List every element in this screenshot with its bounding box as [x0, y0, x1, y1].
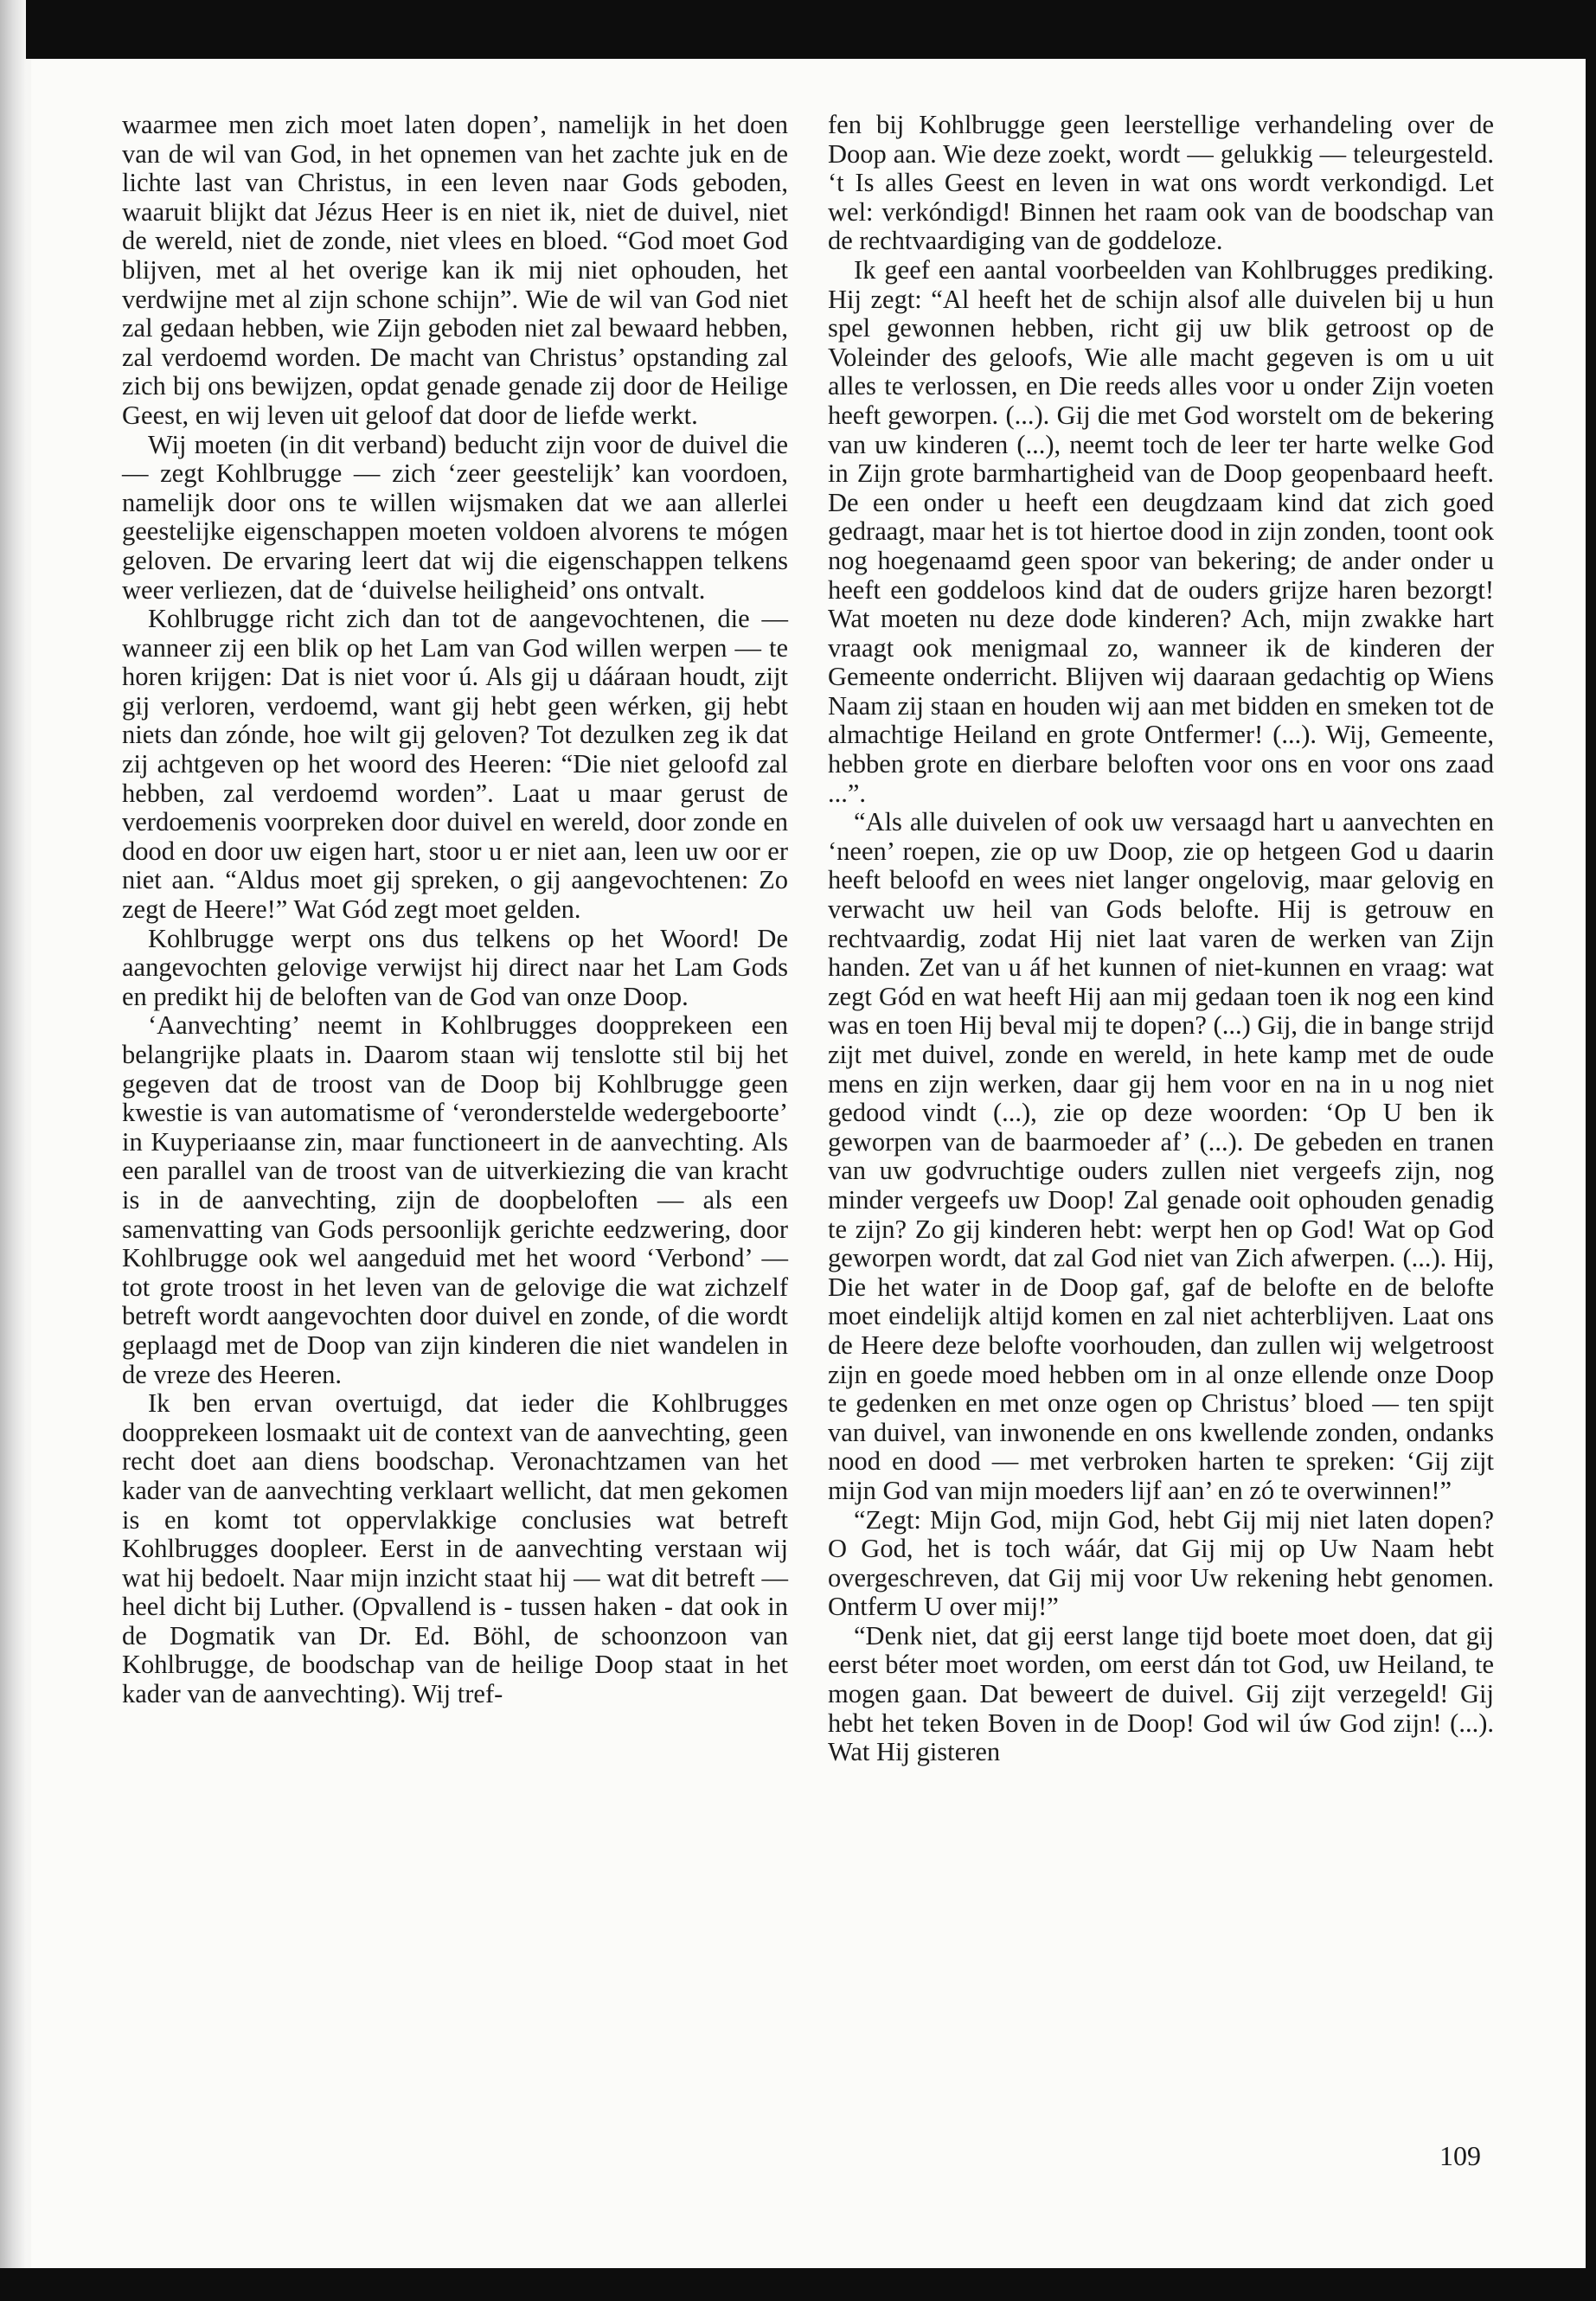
- paragraph: Ik ben ervan overtuigd, dat ieder die Kohlbrugges doopprekeen losmaakt uit de context van de aanvechting, geen recht doet aan diens boodschap. Veronachtzamen van het kader van de aanvechting verklaart wellicht, dat men gekomen is en komt tot oppervlakkige conclusies wat betreft Kohlbrugges doopleer. Eerst in de aanvechting verstaan wij wat hij bedoelt. Naar mijn inzicht staat hij — wat dit betreft — heel dicht bij Luther. (Opvallend is - tussen haken - dat ook in de Dogmatik van Dr. Ed. Böhl, de schoonzoon van Kohlbrugge, de boodschap van de heilige Doop staat in het kader van de aanvechting). Wij tref-: [122, 1388, 788, 1709]
- paragraph: “Zegt: Mijn God, mijn God, hebt Gij mij niet laten dopen? O God, het is toch wáár, dat Gij mij op Uw Naam hebt overgeschreven, dat Gij mij voor Uw rekening hebt genomen. Ontferm U over mij!”: [828, 1504, 1494, 1622]
- page-number: 109: [1439, 2140, 1481, 2171]
- paragraph: waarmee men zich moet laten dopen’, namelijk in het doen van de wil van God, in het opnemen van het zachte juk en de lichte last van Christus, in een leven naar Gods geboden, waaruit blijkt dat Jézus Heer is en niet ik, niet de duivel, niet de wereld, niet de zonde, niet vlees en bloed. “God moet God blijven, met al het overige kan ik mij niet ophouden, het verdwijne met al zijn schone schijn”. Wie de wil van God niet zal gedaan hebben, wie Zijn geboden niet zal bewaard hebben, zal verdoemd worden. De macht van Christus’ opstanding zal zich bij ons bewijzen, opdat genade genade zij door de Heilige Geest, en wij leven uit geloof dat door de liefde werkt.: [122, 110, 788, 430]
- right-text-column: [828, 111, 1494, 1767]
- paragraph: Ik geef een aantal voorbeelden van Kohlbrugges prediking. Hij zegt: “Al heeft het de schijn alsof alle duivelen bij u hun spel gewonnen hebben, richt gij uw blik getroost op de Voleinder des geloofs, Wie alle macht gegeven is om u uit alles te verlossen, en Die reeds alles voor u onder Zijn voeten heeft geworpen. (...). Gij die met God worstelt om de bekering van uw kinderen (...), neemt toch de leer ter harte welke God in Zijn grote barmhartigheid van de Doop geopenbaard heeft. De een onder u heeft een deugdzaam kind dat zich goed gedraagt, maar het is tot hiertoe dood in zijn zonden, toont ook nog hoegenaamd geen spoor van bekering; de ander onder u heeft een goddeloos kind dat de ouders grijze haren bezorgt! Wat moeten nu deze dode kinderen? Ach, mijn zwakke hart vraagt ook menigmaal zo, wanneer ik de kinderen der Gemeente onderricht. Blijven wij daaraan gedachtig op Wiens Naam zij staan en houden wij aan met bidden en smeken tot de almachtige Heiland en grote Ontfermer! (...). Wij, Gemeente, hebben grote en dierbare beloften voor ons en voor ons zaad ...”.: [828, 254, 1494, 808]
- book-page: [31, 59, 1586, 2268]
- scan-right-border: [1586, 0, 1596, 2301]
- paragraph: “Als alle duivelen of ook uw versaagd hart u aanvechten en ‘neen’ roepen, zie op uw Doop, zie op hetgeen God u daarin heeft beloofd en wees niet langer ongelovig, maar gelovig en verwacht uw heil van Gods belofte. Hij is getrouw en rechtvaardig, zodat Hij niet laat varen de werken van Zijn handen. Zet van u áf het kunnen of niet-kunnen en vraag: wat zegt Gód en wat heeft Hij aan mij gedaan toen ik nog een kind was en toen Hij beval mij te dopen? (...) Gij, die in bange strijd zijt met duivel, zonde en wereld, in hete kamp met de oude mens en zijn werken, daar gij hem voor en na in u nog niet gedood vindt (...), zie op deze woorden: ‘Op U ben ik geworpen van de baarmoeder af’ (...). De gebeden en tranen van uw godvruchtige ouders zullen niet vergeefs zijn, nog minder vergeefs uw Doop! Zal genade ooit ophouden genadig te zijn? Zo gij kinderen hebt: werpt hen op God! Wat op God geworpen wordt, dat zal God niet van Zich afwerpen. (...). Hij, Die het water in de Doop gaf, gaf de belofte en de belofte moet eindelijk altijd komen en zal niet achterblijven. Laat ons de Heere deze belofte voorhouden, dan zullen wij welgetroost zijn en goede moed hebben om in al onze ellende onze Doop te gedenken en met onze ogen op Christus’ bloed — ten spijt van duivel, van inwonende en ons kwellende zonden, ondanks nood en dood — met verbroken harten te spreken: ‘Gij zijt mijn God van mijn moeders lijf aan’ en zó te overwinnen!”: [828, 807, 1494, 1505]
- paragraph: Wij moeten (in dit verband) beducht zijn voor de duivel die — zegt Kohlbrugge — zich ‘zeer geestelijk’ kan voordoen, namelijk door ons te willen wijsmaken dat we aan allerlei geestelijke eigenschappen moeten voldoen alvorens te mógen geloven. De ervaring leert dat wij die eigenschappen telkens weer verliezen, dat de ‘duivelse heiligheid’ ons ontvalt.: [122, 429, 788, 605]
- left-text-column: [122, 111, 788, 1709]
- paragraph: “Denk niet, dat gij eerst lange tijd boete moet doen, dat gij eerst béter moet worden, om eerst dán tot God, uw Heiland, te mogen gaan. Dat beweert de duivel. Gij zijt verzegeld! Gij hebt het teken Boven in de Doop! God wil úw God zijn! (...). Wat Hij gisteren: [828, 1620, 1494, 1767]
- scan-top-border: [0, 0, 1596, 59]
- paragraph: ‘Aanvechting’ neemt in Kohlbrugges doopprekeen een belangrijke plaats in. Daarom staan wij tenslotte stil bij het gegeven dat de troost van de Doop bij Kohlbrugge geen kwestie is van automatisme of ‘veronderstelde wedergeboorte’ in Kuyperiaanse zin, maar functioneert in de aanvechting. Als een parallel van de troost van de uitverkiezing die van kracht is in de aanvechting, zijn de doopbeloften — als een samenvatting van Gods persoonlijk gerichte eedzwering, door Kohlbrugge ook wel aangeduid met het woord ‘Verbond’ — tot grote troost in het leven van de gelovige die wat zichzelf betreft wordt aangevochten door duivel en zonde, of die wordt geplaagd met de Doop van zijn kinderen die niet wandelen in de vreze des Heeren.: [122, 1010, 788, 1389]
- book-gutter-shadow: [0, 0, 26, 2301]
- paragraph: Kohlbrugge werpt ons dus telkens op het Woord! De aangevochten gelovige verwijst hij direct naar het Lam Gods en predikt hij de beloften van de God van onze Doop.: [122, 923, 788, 1011]
- paragraph: Kohlbrugge richt zich dan tot de aangevochtenen, die — wanneer zij een blik op het Lam van God willen werpen — te horen krijgen: Dat is niet voor ú. Als gij u dááraan houdt, zijt gij verloren, verdoemd, want gij hebt geen wérken, gij hebt niets dan zónde, hoe wilt gij geloven? Tot dezulken zeg ik dat zij achtgeven op het woord des Heeren: “Die niet geloofd zal hebben, zal verdoemd worden”. Laat u maar gerust de verdoemenis voorpreken door duivel en wereld, door zonde en dood en door uw eigen hart, stoor u er niet aan, leen uw oor er niet aan. “Aldus moet gij spreken, o gij aangevochtenen: Zo zegt de Heere!” Wat Gód zegt moet gelden.: [122, 604, 788, 925]
- paragraph: fen bij Kohlbrugge geen leerstellige verhandeling over de Doop aan. Wie deze zoekt, wordt — gelukkig — teleurgesteld. ‘t Is alles Geest en leven in wat ons wordt verkondigd. Let wel: verkóndigd! Binnen het raam ook van de boodschap van de rechtvaardiging van de goddeloze.: [828, 110, 1494, 256]
- scan-bottom-border: [0, 2268, 1596, 2301]
